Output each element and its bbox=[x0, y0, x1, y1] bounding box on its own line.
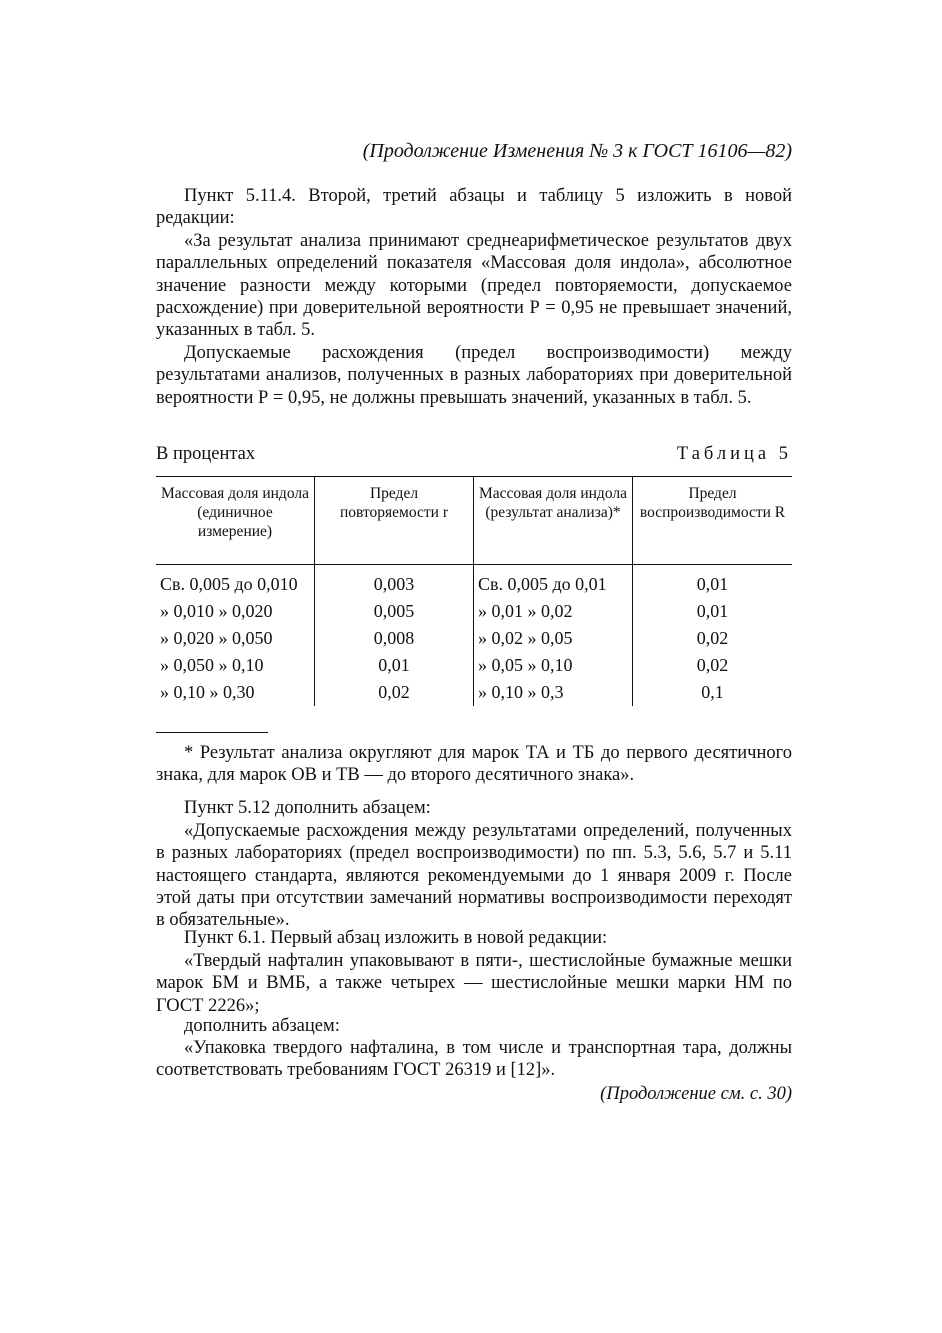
table-cell: » 0,010 » 0,020 bbox=[160, 601, 273, 621]
table-row bbox=[156, 598, 792, 625]
table-cell: 0,01 bbox=[633, 565, 793, 599]
paragraph-reproducibility-note: «Допускаемые расхождения между результатами определений, полученных в разных лабораториях (предел воспроизводимости) по пп. 5.3, 5.6, 5.7 и 5.11 настоящего стандарта, являются рекомендуемыми до 1 января 2009 г. После этой даты при отсутствии замечаний нормативы воспроизводимости переходят в обязательные». bbox=[156, 821, 792, 931]
paragraph-packaging: «Твердый нафталин упаковывают в пяти-, шестислойные бумажные мешки марок БМ и ВМБ, а также четырех — шестислойные мешки марки НМ по ГОСТ 2226»; bbox=[156, 951, 792, 1016]
header-cell: Массовая доля индола (единичное измерение) bbox=[156, 477, 315, 565]
table-5 bbox=[156, 476, 792, 706]
table-cell: Св. 0,005 до 0,01 bbox=[474, 565, 633, 599]
table-cell: » 0,050 » 0,10 bbox=[160, 655, 264, 675]
paragraph-packaging-requirements: «Упаковка твердого нафталина, в том числе и транспортная тара, должны соответствовать требованиям ГОСТ 26319 и [12]». bbox=[156, 1038, 792, 1081]
paragraph-add: дополнить абзацем: bbox=[184, 1016, 340, 1036]
header-cell: Предел повторяемости r bbox=[315, 477, 474, 565]
continuation-footer: (Продолжение см. с. 30) bbox=[600, 1084, 792, 1104]
table-cell: » 0,01 » 0,02 bbox=[474, 598, 633, 625]
table-cell: 0,003 bbox=[315, 565, 474, 599]
table-cell: 0,02 bbox=[315, 679, 474, 706]
paragraph-result: «За результат анализа принимают среднеарифметическое результатов двух параллельных определений показателя «Массовая доля индола», абсолютное значение разности между которыми (предел повторяемости, допускаемое расхождение) при доверительной вероятности Р = 0,95 не превышает значений, указанных в табл. 5. bbox=[156, 231, 792, 341]
table-title: Таблица 5 bbox=[676, 444, 792, 464]
table-units: В процентах bbox=[156, 444, 256, 464]
header-cell: Массовая доля индола (результат анализа)* bbox=[474, 477, 633, 565]
footnote-divider bbox=[156, 732, 268, 733]
paragraph-6-1: Пункт 6.1. Первый абзац изложить в новой редакции: bbox=[184, 928, 608, 948]
paragraph-5-11-4: Пункт 5.11.4. Второй, третий абзацы и таблицу 5 изложить в новой редакции: bbox=[156, 186, 792, 229]
table-cell: 0,02 bbox=[633, 625, 793, 652]
header-cell: Предел воспроизводимости R bbox=[633, 477, 793, 565]
table-cell: » 0,05 » 0,10 bbox=[474, 652, 633, 679]
table-cell: 0,01 bbox=[633, 598, 793, 625]
table-row bbox=[156, 652, 792, 679]
paragraph-reproducibility: Допускаемые расхождения (предел воспроизводимости) между результатами анализов, полученных в разных лабораториях при доверительной вероятности Р = 0,95, не должны превышать значений, указанных в табл. 5. bbox=[156, 343, 792, 408]
table-cell: » 0,10 » 0,30 bbox=[160, 682, 255, 702]
table-footnote: * Результат анализа округляют для марок ТА и ТБ до первого десятичного знака, для марок ОВ и ТВ — до второго десятичного знака». bbox=[156, 743, 792, 786]
table-cell: Св. 0,005 до 0,010 bbox=[160, 574, 298, 594]
table-header-row bbox=[156, 477, 792, 565]
table-row bbox=[156, 679, 792, 706]
table-cell: » 0,020 » 0,050 bbox=[160, 628, 273, 648]
table-cell: 0,008 bbox=[315, 625, 474, 652]
table-cell: » 0,02 » 0,05 bbox=[474, 625, 633, 652]
table-cell: 0,005 bbox=[315, 598, 474, 625]
table-cell: 0,01 bbox=[315, 652, 474, 679]
paragraph-5-12: Пункт 5.12 дополнить абзацем: bbox=[184, 798, 431, 818]
table-cell: » 0,10 » 0,3 bbox=[474, 679, 633, 706]
continuation-header: (Продолжение Изменения № 3 к ГОСТ 16106—82) bbox=[362, 140, 792, 162]
table-row bbox=[156, 625, 792, 652]
table-cell: 0,02 bbox=[633, 652, 793, 679]
table-row bbox=[156, 565, 792, 599]
table-cell: 0,1 bbox=[633, 679, 793, 706]
